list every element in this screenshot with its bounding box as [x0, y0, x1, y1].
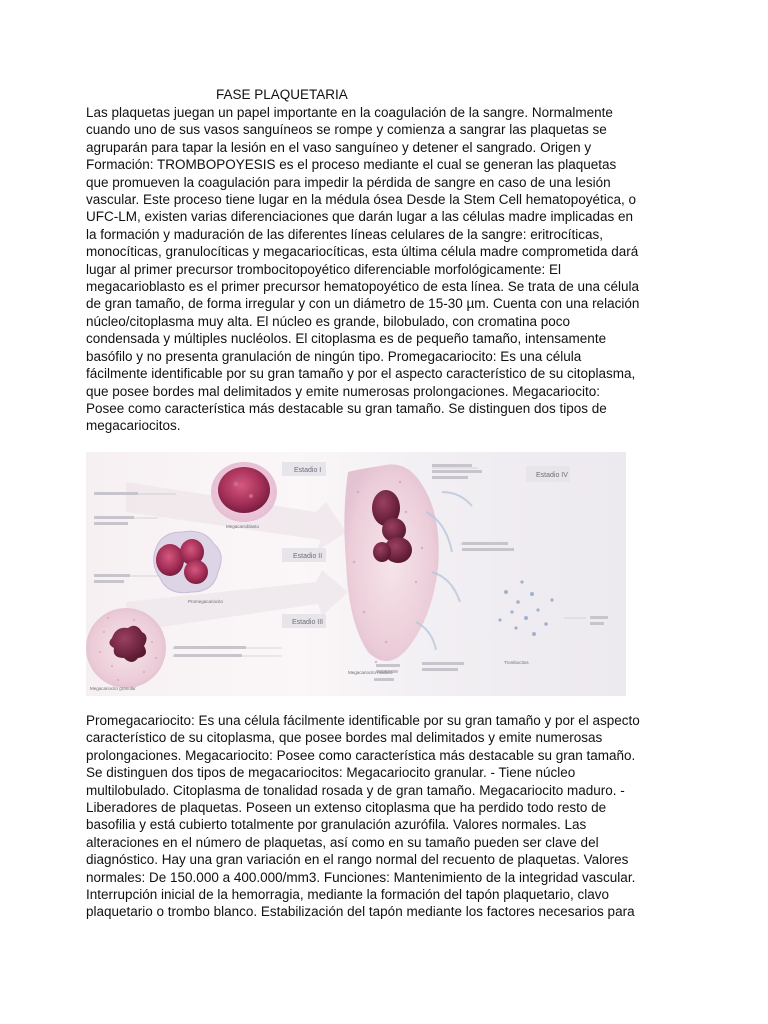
stage-label-1 [282, 462, 326, 476]
text-line: megacarioblasto es el primer precursor hematopoyético de esta línea. Se trata de una célula [86, 279, 640, 295]
text-line: Se distinguen dos tipos de megacariocitos: Megacariocito granular. - Tiene núcleo [86, 765, 576, 781]
svg-text:Estadio I: Estadio I [294, 467, 322, 474]
paragraph-intro [86, 104, 640, 435]
platelets [498, 580, 553, 665]
text-line: que posee bordes mal delimitados y emite numerosas prolongaciones. Megacariocito: [86, 383, 601, 399]
svg-text:Estadio IV: Estadio IV [536, 472, 568, 479]
text-line: núcleo/citoplasma muy alta. El núcleo es grande, bilobulado, con cromatina poco [86, 313, 571, 329]
text-line: fácilmente identificable por su gran tamaño y por el aspecto característico de su citoplasma, [86, 366, 636, 382]
stage-label-4 [526, 466, 570, 482]
text-line: Formación: TROMBOPOYESIS es el proceso mediante el cual se generan las plaquetas [86, 157, 617, 173]
svg-text:Trombocitos: Trombocitos [504, 660, 529, 665]
text-line: condensada y múltiples nucléolos. El citoplasma es de pequeño tamaño, intensamente [86, 331, 607, 347]
text-line: agruparán para tapar la lesión en el vaso sanguíneo y detener el sangrado. Origen y [86, 139, 592, 155]
text-line: vascular. Este proceso tiene lugar en la médula ósea Desde la Stem Cell hematopoyética, o [86, 192, 637, 208]
text-line: normales: De 150.000 a 400.000/mm3. Funciones: Mantenimiento de la integridad vascular. [86, 869, 636, 885]
text-line: diagnóstico. Hay una gran variación en el rango normal del recuento de plaquetas. Valores [86, 852, 629, 868]
text-line: UFC-LM, existen varias diferenciaciones que darán lugar a las células madre implicadas en [86, 209, 634, 225]
paragraph-details [86, 712, 640, 921]
svg-text:Promegacariocito: Promegacariocito [188, 599, 224, 604]
svg-text:Estadio II: Estadio II [293, 553, 323, 560]
text-line: Posee como característica más destacable su gran tamaño. Se distinguen dos tipos de [86, 400, 607, 416]
stage-label-3 [282, 614, 326, 628]
svg-text:Megacarioblasto: Megacarioblasto [226, 524, 260, 529]
text-line: monocíticas, granulocíticas y megacariocíticas, esta última célula madre comprometida dará [86, 244, 639, 260]
text-line: Interrupción inicial de la hemorragia, mediante la formación del tapón plaquetario, clavo [86, 887, 610, 903]
granular-megakaryocyte-cell [86, 608, 166, 691]
text-line: que promueven la coagulación para impedir la pérdida de sangre en caso de una lesión [86, 174, 611, 190]
text-line: plaquetario o trombo blanco. Estabilización del tapón mediante los factores necesarios para [86, 904, 635, 920]
stage-label-2 [282, 548, 326, 562]
mature-megakaryocyte-cell [344, 464, 438, 675]
text-line: lugar al primer precursor trombocitopoyético diferenciable morfológicamente: El [86, 261, 561, 277]
svg-text:Megacariocito maduro: Megacariocito maduro [348, 670, 393, 675]
megakaryocyte-stages-figure [86, 452, 626, 696]
text-line: cuando uno de sus vasos sanguíneos se rompe y comienza a sangrar las plaquetas se [86, 122, 607, 138]
text-line: Liberadores de plaquetas. Poseen un extenso citoplasma que ha perdido todo resto de [86, 800, 607, 816]
text-line: característico de su citoplasma, que posee bordes mal delimitados y emite numerosas [86, 730, 603, 746]
page-title: FASE PLAQUETARIA [216, 87, 348, 102]
text-line: Las plaquetas juegan un papel importante en la coagulación de la sangre. Normalmente [86, 105, 613, 120]
svg-text:Estadio III: Estadio III [292, 619, 324, 626]
svg-text:Megacariocito granular: Megacariocito granular [90, 686, 136, 691]
text-line: alteraciones en el número de plaquetas, así como en su tamaño pueden ser clave del [86, 834, 599, 850]
text-line: Promegacariocito: Es una célula fácilmente identificable por su gran tamaño y por el aspecto [86, 713, 640, 728]
text-line: multilobulado. Citoplasma de tonalidad rosada y de gran tamaño. Megacariocito maduro. - [86, 782, 625, 798]
text-line: la formación y maduración de las diferentes líneas celulares de la sangre: eritrocíticas, [86, 226, 604, 242]
text-line: prolongaciones. Megacariocito: Posee como característica más destacable su gran tamaño. [86, 747, 636, 763]
text-line: de gran tamaño, de forma irregular y con un diámetro de 15-30 µm. Cuenta con una relación [86, 296, 640, 312]
text-line: basofilia y está cubierto totalmente por granulación azurófila. Valores normales. Las [86, 817, 587, 833]
text-line: megacariocitos. [86, 418, 181, 434]
text-line: basófilo y no presenta granulación de ningún tipo. Promegacariocito: Es una célula [86, 348, 582, 364]
